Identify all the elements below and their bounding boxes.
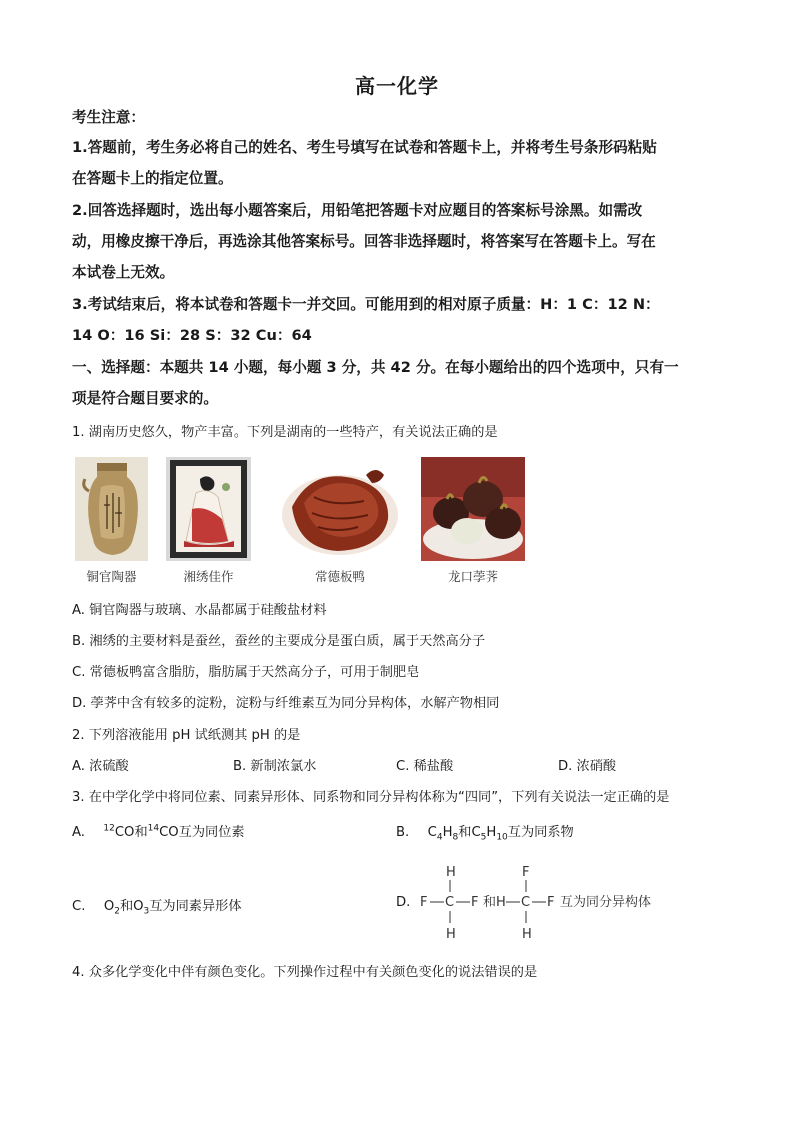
atom-h: H — [446, 927, 456, 942]
subscript: 8 — [452, 832, 459, 843]
question-2-stem: 2. 下列溶液能用 pH 试纸测其 pH 的是 — [72, 728, 301, 743]
q3-option-c — [72, 895, 242, 917]
notice-line: 1.答题前，考生务必将自己的姓名、考生号填写在试卷和答题卡上，并将考生号条形码粘贴 — [72, 139, 657, 156]
element-symbol: H — [486, 825, 497, 840]
notice-line: 本试卷上无效。 — [72, 264, 175, 281]
atom-f: F — [547, 895, 555, 910]
atom-f: F — [420, 895, 428, 910]
option-label: B. — [396, 825, 410, 840]
formula: CO — [114, 825, 135, 840]
q2-option-c: C. 稀盐酸 — [396, 759, 454, 774]
conjunction: 和 — [134, 825, 148, 840]
element-symbol: C — [471, 825, 481, 840]
question-3-stem: 3. 在中学化学中将同位素、同素异形体、同系物和同分异构体称为“四同”，下列有关说法一定正确的是 — [72, 790, 670, 805]
element-symbol: C — [427, 825, 437, 840]
embroidery-image — [166, 457, 251, 561]
option-label: C. — [72, 899, 86, 914]
atom-h: H — [496, 895, 506, 910]
q3-option-a — [72, 821, 245, 840]
image-caption: 湘绣佳作 — [183, 569, 234, 584]
atom-h: H — [522, 927, 532, 942]
notice-heading: 考生注意： — [72, 109, 145, 126]
notice-line: 动，用橡皮擦干净后，再选涂其他答案标号。回答非选择题时，将答案写在答题卡上。写在 — [72, 233, 656, 250]
structural-formulas — [410, 858, 652, 948]
notice-line: 在答题卡上的指定位置。 — [72, 170, 233, 187]
atom-c: C — [521, 895, 531, 910]
duck-image — [274, 457, 406, 561]
notice-line: 3.考试结束后，将本试卷和答题卡一并交回。可能用到的相对原子质量：H：1 C：12 N： — [72, 296, 660, 313]
mass-number: 12 — [103, 823, 115, 834]
element-symbol: H — [442, 825, 453, 840]
pottery-image — [75, 457, 148, 561]
chestnut-image — [421, 457, 525, 561]
conjunction: 和 — [458, 825, 472, 840]
q2-option-d: D. 浓硝酸 — [558, 759, 617, 774]
subscript: 10 — [496, 832, 508, 843]
image-caption: 铜官陶器 — [86, 569, 137, 584]
q3-option-d-label: D. — [396, 895, 411, 910]
formula: CO — [159, 825, 179, 840]
atom-f: F — [522, 865, 530, 880]
mass-number: 14 — [147, 823, 160, 834]
q1-option-c: C. 常德板鸭富含脂肪，脂肪属于天然高分子，可用于制肥皂 — [72, 665, 420, 680]
atom-c: C — [445, 895, 455, 910]
q1-option-d: D. 荸荠中含有较多的淀粉，淀粉与纤维素互为同分异构体，水解产物相同 — [72, 696, 500, 711]
option-text: 互为同分异构体 — [560, 895, 652, 910]
section-heading: 一、选择题：本题共 14 小题，每小题 3 分，共 42 分。在每小题给出的四个选项中，只有一 — [72, 359, 679, 376]
atom-f: F — [471, 895, 479, 910]
conjunction: 和 — [483, 895, 497, 910]
subscript: 5 — [480, 832, 487, 843]
atom-h: H — [446, 865, 456, 880]
subscript: 2 — [114, 906, 120, 917]
q2-option-b: B. 新制浓氯水 — [233, 759, 317, 774]
element-symbol: O — [133, 899, 144, 914]
option-label: A. — [72, 825, 85, 840]
notice-line: 2.回答选择题时，选出每小题答案后，用铅笔把答题卡对应题目的答案标号涂黑。如需改 — [72, 202, 643, 219]
q1-option-b: B. 湘绣的主要材料是蚕丝，蚕丝的主要成分是蛋白质，属于天然高分子 — [72, 634, 486, 649]
section-heading-cont: 项是符合题目要求的。 — [72, 390, 218, 407]
notice-line: 14 O：16 Si：28 S：32 Cu：64 — [72, 327, 312, 344]
question-1-stem: 1. 湖南历史悠久，物产丰富。下列是湖南的一些特产，有关说法正确的是 — [72, 425, 498, 440]
subscript: 3 — [143, 906, 150, 917]
q1-option-a: A. 铜官陶器与玻璃、水晶都属于硅酸盐材料 — [72, 603, 327, 618]
image-caption: 常德板鸭 — [314, 569, 365, 584]
question-4-stem: 4. 众多化学变化中伴有颜色变化。下列操作过程中有关颜色变化的说法错误的是 — [72, 965, 538, 980]
image-caption: 龙口荸荠 — [447, 569, 498, 584]
option-text: 互为同系物 — [507, 825, 574, 840]
subscript: 4 — [436, 832, 443, 843]
conjunction: 和 — [119, 899, 134, 914]
element-symbol: O — [103, 899, 115, 914]
page-title: 高一化学 — [355, 74, 439, 98]
q3-option-b — [396, 821, 574, 843]
option-text: 互为同素异形体 — [149, 899, 242, 914]
q2-option-a: A. 浓硫酸 — [72, 759, 129, 774]
exam-notice — [72, 106, 722, 416]
option-text: 互为同位素 — [178, 825, 245, 840]
